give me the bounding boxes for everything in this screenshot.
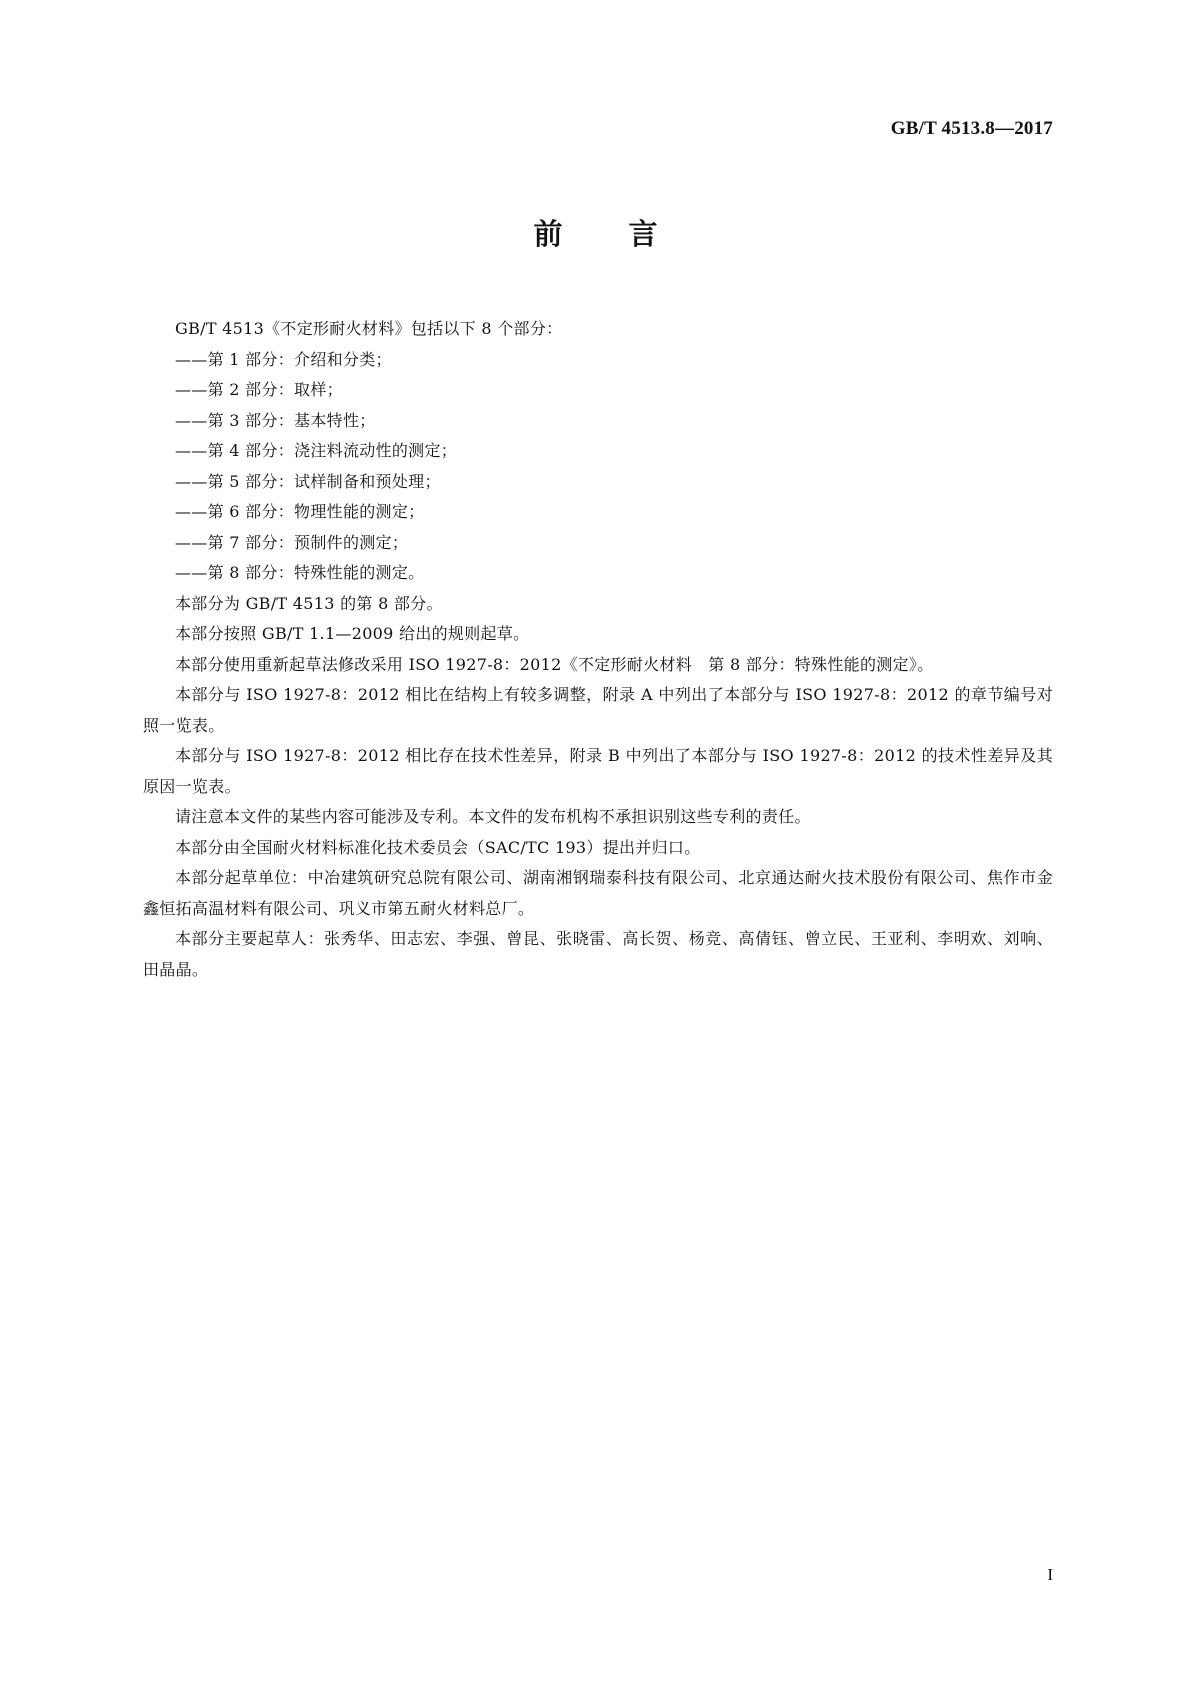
list-item: ——第 8 部分：特殊性能的测定。 bbox=[175, 563, 425, 582]
list-item: ——第 7 部分：预制件的测定； bbox=[175, 532, 409, 552]
paragraph: 本部分由全国耐火材料标准化技术委员会（SAC/TC 193）提出并归口。 bbox=[175, 837, 701, 857]
paragraph: 本部分与 ISO 1927-8：2012 相比在结构上有较多调整，附录 A 中列出了本部分与 ISO 1927-8：2012 的章节编号对照一览表。 bbox=[143, 685, 1053, 735]
list-item: ——第 3 部分：基本特性； bbox=[175, 410, 376, 430]
page-title: 前 言 bbox=[533, 217, 686, 251]
paragraph: 请注意本文件的某些内容可能涉及专利。本文件的发布机构不承担识别这些专利的责任。 bbox=[175, 807, 811, 826]
paragraph: 本部分使用重新起草法修改采用 ISO 1927-8：2012《不定形耐火材料 第 8 部分：特殊性能的测定》。 bbox=[175, 654, 934, 674]
paragraph: 本部分主要起草人：张秀华、田志宏、李强、曾昆、张晓雷、高长贺、杨竞、高倩钰、曾立民、王亚利、李明欢、刘响、田晶晶。 bbox=[143, 929, 1053, 979]
paragraph: 本部分按照 GB/T 1.1—2009 给出的规则起草。 bbox=[175, 624, 530, 643]
page-number: I bbox=[1047, 1565, 1053, 1584]
list-item: ——第 4 部分：浇注料流动性的测定； bbox=[175, 441, 458, 460]
list-item: ——第 2 部分：取样； bbox=[175, 380, 343, 399]
foreword-body bbox=[143, 314, 1053, 985]
paragraph: 本部分起草单位：中冶建筑研究总院有限公司、湖南湘钢瑞泰科技有限公司、北京通达耐火技术股份有限公司、焦作市金鑫恒拓高温材料有限公司、巩义市第五耐火材料总厂。 bbox=[143, 868, 1053, 918]
paragraph: 本部分与 ISO 1927-8：2012 相比存在技术性差异，附录 B 中列出了本部分与 ISO 1927-8：2012 的技术性差异及其原因一览表。 bbox=[143, 746, 1053, 796]
standard-code: GB/T 4513.8—2017 bbox=[890, 118, 1053, 139]
list-item: ——第 6 部分：物理性能的测定； bbox=[175, 502, 425, 521]
paragraph: 本部分为 GB/T 4513 的第 8 部分。 bbox=[175, 593, 443, 613]
list-item: ——第 1 部分：介绍和分类； bbox=[175, 349, 392, 369]
paragraph: GB/T 4513《不定形耐火材料》包括以下 8 个部分： bbox=[175, 319, 563, 338]
list-item: ——第 5 部分：试样制备和预处理； bbox=[175, 471, 441, 491]
